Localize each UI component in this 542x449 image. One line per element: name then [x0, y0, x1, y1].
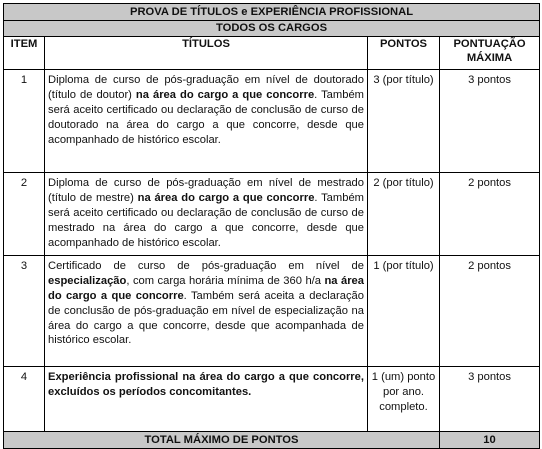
- row-points: 1 (um) ponto por ano. completo.: [368, 367, 440, 432]
- header-item: ITEM: [4, 37, 45, 70]
- row-text-bold: na área do cargo a que concorre: [48, 274, 364, 302]
- row-text: , com carga horária mínima de 360 h/a: [126, 274, 325, 287]
- table-subtitle: TODOS OS CARGOS: [4, 21, 540, 37]
- header-max-line2: MÁXIMA: [466, 52, 513, 64]
- row-max-points: 3 pontos: [440, 367, 540, 432]
- row-text: . Também será aceito certificado ou declaração de conclusão de curso de doutorado na área do cargo a que concorre, desde que acompanhado de histórico escolar.: [48, 88, 364, 146]
- table-row: [4, 70, 540, 173]
- table-title: PROVA DE TÍTULOS e EXPERIÊNCIA PROFISSIONAL: [4, 4, 540, 21]
- table-row: [4, 367, 540, 432]
- row-description: [45, 256, 368, 367]
- scoring-table: [3, 3, 540, 449]
- row-text: Diploma de curso de pós-graduação em nível de doutorado (título de doutor): [48, 74, 364, 101]
- total-row: [4, 432, 540, 449]
- row-text-bold: especialização: [48, 274, 127, 287]
- row-description: [45, 70, 368, 173]
- row-text: . Também será aceito certificado ou declaração de conclusão de curso de mestrado na área do cargo a que concorre, desde que acompanhado de histórico escolar.: [48, 191, 364, 249]
- row-text: . Também será aceita a declaração de conclusão de pós-graduação em nível de especialização na área do cargo a que concorre, desde que acompanhada de histórico escolar.: [48, 289, 364, 347]
- row-description: [45, 173, 368, 256]
- total-label: TOTAL MÁXIMO DE PONTOS: [4, 432, 440, 449]
- header-titulos: TÍTULOS: [45, 37, 368, 70]
- row-max-points: 2 pontos: [440, 173, 540, 256]
- row-item-number: 1: [4, 70, 45, 173]
- table-row: [4, 173, 540, 256]
- row-max-points: 2 pontos: [440, 256, 540, 367]
- header-pontos: PONTOS: [368, 37, 440, 70]
- row-text: Diploma de curso de pós-graduação em nível de mestrado (título de mestre): [48, 177, 364, 204]
- header-max-line1: PONTUAÇÃO: [453, 38, 526, 50]
- row-points: 1 (por título): [368, 256, 440, 367]
- row-item-number: 4: [4, 367, 45, 432]
- row-item-number: 2: [4, 173, 45, 256]
- row-points: 3 (por título): [368, 70, 440, 173]
- row-description: [45, 367, 368, 432]
- row-text: Certificado de curso de pós-graduação em nível de: [48, 260, 364, 272]
- row-text-bold: Experiência profissional na área do cargo a que concorre, excluídos os períodos concomitantes.: [48, 371, 364, 398]
- row-points: 2 (por título): [368, 173, 440, 256]
- row-item-number: 3: [4, 256, 45, 367]
- header-pontuacao-maxima: [440, 37, 540, 70]
- total-value: 10: [440, 432, 540, 449]
- row-text-bold: na área do cargo a que concorre: [137, 191, 315, 204]
- row-max-points: 3 pontos: [440, 70, 540, 173]
- table-row: [4, 256, 540, 367]
- header-row: [4, 37, 540, 70]
- row-text-bold: na área do cargo a que concorre: [135, 88, 315, 101]
